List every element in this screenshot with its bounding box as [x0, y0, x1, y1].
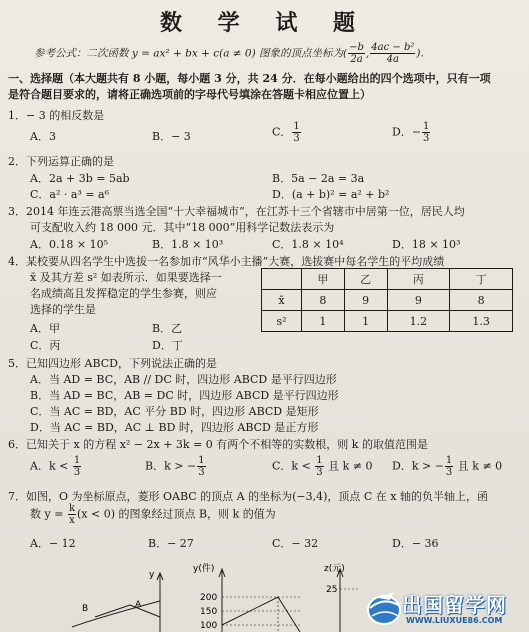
q4-option-b: B．乙: [152, 322, 183, 335]
q1-option-d: D．− $\frac{1}{3}$: [392, 121, 430, 144]
q3-option-b: B．1.8 × 10³: [152, 238, 224, 251]
q2-option-d: D．(a + b)² = a² + b²: [272, 188, 390, 201]
question-3-line2: 可支配收入约 18 000 元．其中“18 000”用科学记数法表示为: [30, 221, 335, 234]
table-cell: 1: [344, 311, 387, 332]
q3-option-c: C．1.8 × 10⁴: [272, 238, 344, 251]
question-5-stem: 5．已知四边形 ABCD，下列说法正确的是: [8, 357, 217, 370]
question-4-line1: 4．某校要从四名学生中选拔一名参加市“风华小主播”大赛，选拔赛中每名学生的平均成绩: [8, 255, 445, 268]
svg-text:25: 25: [326, 585, 338, 595]
table-cell: 1: [301, 311, 344, 332]
page-title: 数 学 试 题: [160, 10, 369, 36]
svg-text:y(件): y(件): [193, 564, 215, 574]
q6-option-c: C．k < $\frac{1}{3}$ 且 k ≠ 0: [272, 455, 373, 478]
table-header-cell: 丁: [450, 269, 513, 290]
question-4-line2: x̄ 及其方差 s² 如表所示．如果要选择一: [30, 271, 222, 284]
q5-option-d: D．当 AC = BD，AC ⊥ BD 时，四边形 ABCD 是正方形: [30, 421, 319, 434]
q5-option-b: B．当 AD = BC，AB = DC 时，四边形 ABCD 是平行四边形: [30, 389, 339, 402]
section-heading-line2: 是符合题目要求的，请将正确选项前的字母代号填涂在答题卡相应位置上）: [8, 88, 371, 101]
q4-option-c: C．丙: [30, 339, 61, 352]
sales-figure: [193, 562, 300, 632]
table-cell: x̄: [262, 290, 302, 311]
reference-formula: 参考公式：二次函数 y = ax² + bx + c(a ≠ 0) 图象的顶点坐标为( $\frac{-b}{2a}$ , $\frac{\text{4ac − b²}}{4a}$ ).: [34, 42, 424, 65]
watermark-title: 出国留学网: [402, 593, 507, 617]
question-1-stem: 1．− 3 的相反数是: [8, 109, 105, 122]
table-cell: 8: [450, 290, 513, 311]
q6-option-d: D．k > − $\frac{1}{3}$ 且 k ≠ 0: [392, 455, 503, 478]
q5-option-c: C．当 AC = BD，AC 平分 BD 时，四边形 ABCD 是矩形: [30, 405, 319, 418]
q6-option-a: A．k < $\frac{1}{3}$: [30, 455, 81, 478]
q7-option-a: A．− 12: [30, 537, 76, 550]
question-4-line4: 选择的学生是: [30, 303, 96, 316]
question-7-line1: 7．如图，O 为坐标原点，菱形 OABC 的顶点 A 的坐标为(−3,4)，顶点 C 在 x 轴的负半轴上，函: [8, 490, 489, 503]
site-watermark-logo: [362, 584, 529, 632]
table-cell: 1.3: [450, 311, 513, 332]
q1-option-b: B．− 3: [152, 130, 191, 143]
table-header-cell: 乙: [344, 269, 387, 290]
q7-option-b: B．− 27: [148, 537, 194, 550]
question-4-line3: 名成绩高且发挥稳定的学生参赛，则应: [30, 287, 217, 300]
rhombus-figure: [72, 570, 163, 632]
q4-option-d: D．丁: [152, 339, 183, 352]
svg-text:y: y: [149, 570, 155, 580]
globe-plane-icon: [364, 586, 404, 630]
q2-option-a: A．2a + 3b = 5ab: [30, 172, 130, 185]
svg-text:100: 100: [200, 621, 218, 631]
table-row: [262, 269, 513, 290]
table-header-cell: 丙: [387, 269, 450, 290]
table-cell: 9: [387, 290, 450, 311]
table-header-cell: 甲: [301, 269, 344, 290]
svg-text:A: A: [135, 600, 142, 610]
svg-text:B: B: [82, 604, 89, 614]
question-6-stem: 6．已知关于 x 的方程 x² − 2x + 3k = 0 有两个不相等的实数根，则 k 的取值范围是: [8, 438, 428, 451]
question-3-line1: 3．2014 年连云港高票当选全国“十大幸福城市”，在江苏十三个省辖市中居第一位，居民人均: [8, 205, 465, 218]
table-header-cell: [262, 269, 302, 290]
q1-option-a: A．3: [30, 130, 56, 143]
table-cell: s²: [262, 311, 302, 332]
table-cell: 1.2: [387, 311, 450, 332]
svg-text:z(元): z(元): [324, 564, 345, 574]
q3-option-a: A．0.18 × 10⁵: [30, 238, 109, 251]
q4-option-a: A．甲: [30, 322, 60, 335]
q7-option-d: D．− 36: [392, 537, 439, 550]
svg-text:150: 150: [200, 607, 218, 617]
q6-option-b: B．k > − $\frac{1}{3}$: [145, 455, 205, 478]
score-variance-table: [261, 268, 513, 332]
q2-option-b: B．5a − 2a = 3a: [272, 172, 365, 185]
price-figure: [324, 563, 360, 632]
table-cell: 9: [344, 290, 387, 311]
table-cell: 8: [301, 290, 344, 311]
q1-option-c: C． $\frac{1}{3}$: [272, 121, 300, 144]
question-7-line2: 数 y = $\frac{k}{x}$ (x < 0) 的图象经过顶点 B，则 k 的值为: [30, 503, 276, 526]
q5-option-a: A．当 AD = BC，AB // DC 时，四边形 ABCD 是平行四边形: [30, 373, 337, 386]
q7-option-c: C．− 32: [272, 537, 319, 550]
watermark-url: WWW.LIUXUE86.COM: [406, 616, 503, 625]
q2-option-c: C．a² · a³ = a⁶: [30, 188, 110, 201]
q3-option-d: D．18 × 10³: [392, 238, 461, 251]
section-heading-line1: 一、选择题（本大题共有 8 小题，每小题 3 分，共 24 分．在每小题给出的四个选项中，只有一项: [8, 72, 491, 85]
question-2-stem: 2．下列运算正确的是: [8, 155, 114, 168]
table-row: [262, 290, 513, 311]
table-row: [262, 311, 513, 332]
svg-text:200: 200: [200, 593, 218, 603]
